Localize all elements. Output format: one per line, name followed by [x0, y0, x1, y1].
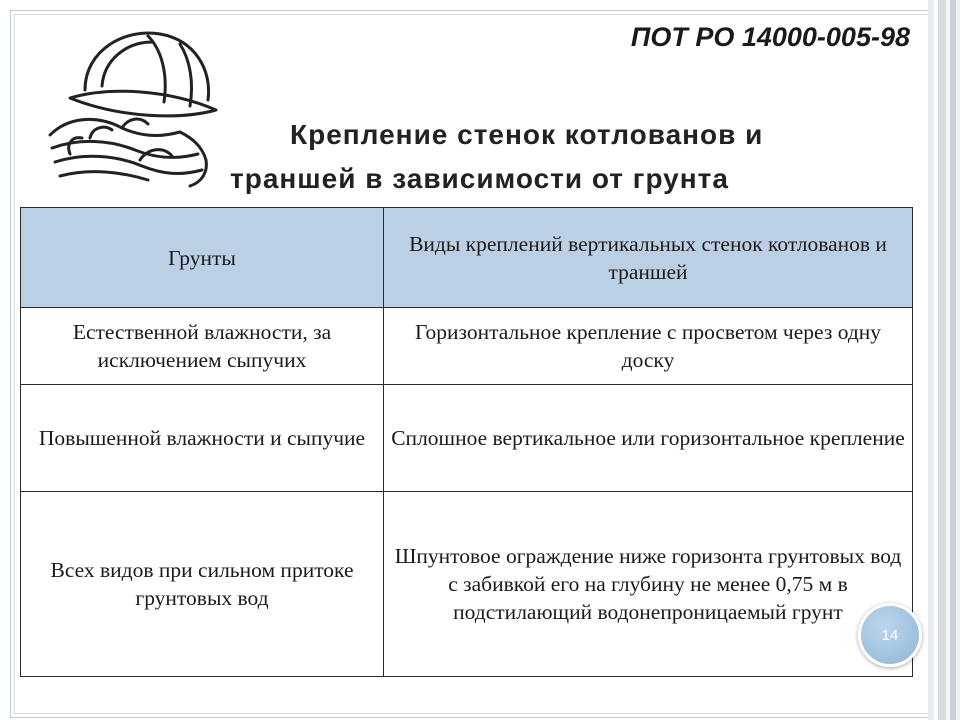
soil-cell: Естественной влажности, за исключением сыпучих: [21, 308, 384, 385]
support-cell: Горизонтальное крепление с просветом через одну доску: [384, 308, 913, 385]
soil-cell: Повышенной влажности и сыпучие: [21, 385, 384, 492]
soil-support-table: [20, 207, 913, 677]
header-support-types: Виды креплений вертикальных стенок котлованов и траншей: [384, 208, 913, 308]
title-line-1: Крепление стенок котлованов и: [290, 119, 764, 150]
support-cell: Шпунтовое ограждение ниже горизонта грунтовых вод с забивкой его на глубину не менее 0,75 м в подстилающий водонепроницаемый грунт: [384, 492, 913, 677]
page-number-badge: 14: [858, 603, 922, 667]
document-code: ПОТ РО 14000-005-98: [630, 22, 910, 52]
support-cell: Сплошное вертикальное или горизонтальное крепление: [384, 385, 913, 492]
soil-cell: Всех видов при сильном притоке грунтовых вод: [21, 492, 384, 677]
table-row: [21, 492, 913, 677]
decorative-side-stripes: [928, 0, 960, 720]
table-header-row: [21, 208, 913, 308]
table-row: [21, 308, 913, 385]
table-row: [21, 385, 913, 492]
hard-hat-and-gloves-icon: [30, 20, 220, 195]
title-line-2: траншей в зависимости от грунта: [230, 163, 729, 194]
header-soils: Грунты: [21, 208, 384, 308]
slide-title: [230, 113, 900, 201]
